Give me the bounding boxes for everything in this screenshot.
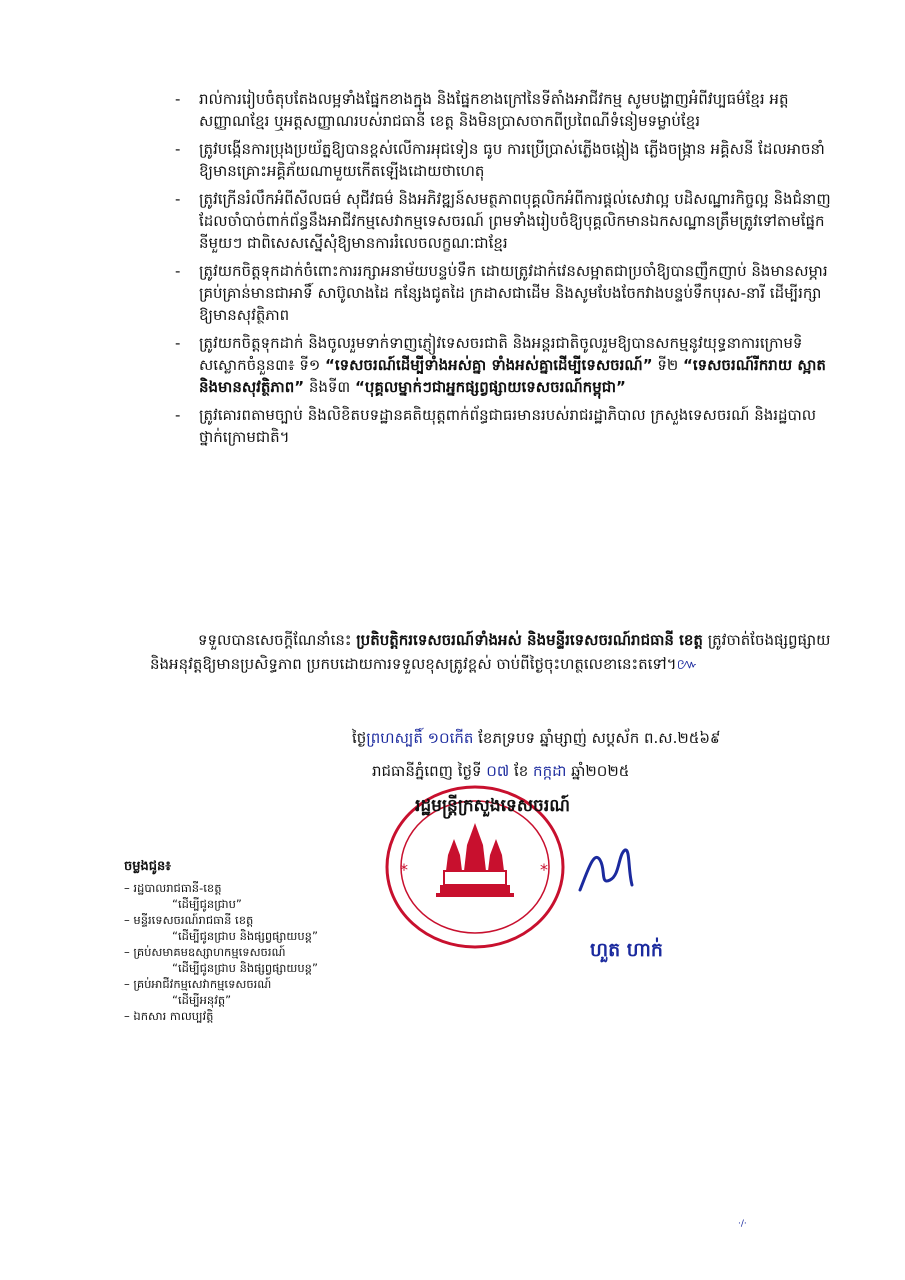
list-item <box>175 404 835 448</box>
cc-entry <box>124 880 318 912</box>
handwritten-signature-icon <box>570 840 640 900</box>
closing-rest: ត្រូវចាត់ចែងផ្សព្វផ្សាយ និងអនុវត្តឱ្យមានប្រសិទ្ធភាព ប្រកបដោយការទទួលខុសត្រូវខ្ពស់ ចាប់ពីថ្ងៃចុះហត្ថលេខានេះតទៅ។ <box>150 631 831 673</box>
solar-date-month-label: ខែ <box>509 762 534 780</box>
list-item <box>175 88 835 132</box>
cc-recipient: – ឯកសារ កាលប្បវត្តិ <box>124 1009 214 1023</box>
cc-entry <box>124 976 318 1008</box>
solar-date-month: កក្កដា <box>533 762 567 780</box>
cc-recipient: – រដ្ឋបាលរាជធានី-ខេត្ត <box>124 881 222 895</box>
bullet-dash: - <box>175 140 181 158</box>
lunar-date-label: ថ្ងៃ <box>352 729 367 747</box>
bullet-text: ទី២ <box>652 356 683 374</box>
closing-lead: ទទួលបានសេចក្តីណែនាំនេះ <box>198 631 357 649</box>
cc-purpose: “ដើម្បីអនុវត្ត” <box>172 993 232 1007</box>
bullet-dash: - <box>175 190 181 208</box>
bullet-text: ត្រូវក្រើនរំលឹកអំពីសីលធម៌ សុជីវធម៌ និងអភិវឌ្ឍន៍សមត្ថភាពបុគ្គលិកអំពីការផ្តល់សេវាល្អ បដិសណ្ឋារកិច្ចល្អ និងជំនាញដែលចាំបាច់ពាក់ព័ន្ធនឹងអាជីវកម្មសេវាកម្មទេសចរណ៍ ព្រមទាំងរៀបចំឱ្យបុគ្គលិកមានឯកសណ្ឋានត្រឹមត្រូវទៅតាមផ្នែកនីមួយៗ ជាពិសេសស្នើសុំឱ្យមានការរំលេចលក្ខណៈជាខ្មែរ <box>199 190 831 252</box>
cc-heading: ចម្លងជូន៖ <box>124 859 171 874</box>
lunar-date-rest: ខែភទ្របទ ឆ្នាំម្សាញ់ សប្តស័ក ព.ស.២៥៦៩ <box>473 729 721 747</box>
instruction-list <box>175 88 835 454</box>
bullet-dash: - <box>175 334 181 352</box>
bullet-text: និងទី៣ <box>304 378 355 396</box>
cc-recipient: – មន្ទីរទេសចរណ៍រាជធានី ខេត្ត <box>124 913 254 927</box>
cc-list <box>124 880 318 1024</box>
seal-star-icon: * <box>400 860 408 879</box>
closing-mark: ៚ <box>676 655 698 673</box>
cc-purpose: “ដើម្បីជូនជ្រាប និងផ្សព្វផ្សាយបន្ត” <box>172 929 318 943</box>
solar-date-day: ០៧ <box>486 762 510 780</box>
bullet-dash: - <box>175 90 181 108</box>
seal-star-icon: * <box>540 860 548 879</box>
list-item <box>175 138 835 182</box>
angkor-emblem-icon <box>436 823 514 897</box>
list-item-campaign <box>175 332 835 398</box>
solar-date-label: រាជធានីភ្នំពេញ ថ្ងៃទី <box>372 762 487 780</box>
signatory-name: ហួត ហាក់ <box>590 939 663 961</box>
bullet-dash: - <box>175 262 181 280</box>
bullet-text: ត្រូវយកចិត្តទុកដាក់ចំពោះការរក្សាអនាម័យបន្ទប់ទឹក ដោយត្រូវដាក់វេនសម្អាតជាប្រចាំឱ្យបានញឹកញាប់ និងមានសម្ភារគ្រប់គ្រាន់មានជាអាទិ៍ សាប៊ូលាងដៃ កន្សែងជូតដៃ ក្រដាសជាដើម និងសូមបែងចែកវាងបន្ទប់ទឹកបុរស-នារី ដើម្បីរក្សាឱ្យមានសុវត្ថិភាព <box>199 262 828 324</box>
bullet-text: ត្រូវបង្កើនការប្រុងប្រយ័ត្នឱ្យបានខ្ពស់លើការអុជទៀន ធូប ការប្រើប្រាស់ភ្លើងចង្កៀង ភ្លើងចង្ក្រាន អគ្គិសនី ដែលអាចនាំឱ្យមានគ្រោះអគ្គិភ័យណាមួយកើតឡើងដោយថាហេតុ <box>199 140 825 180</box>
signatory-title: រដ្ឋមន្ត្រីក្រសួងទេសចរណ៍ <box>415 796 570 816</box>
slogan-1: “ទេសចរណ៍ដើម្បីទាំងអស់គ្នា ទាំងអស់គ្នាដើម្បីទេសចរណ៍” <box>325 356 653 374</box>
cc-recipient: – គ្រប់អាជីវកម្មសេវាកម្មទេសចរណ៍ <box>124 977 272 991</box>
bullet-text: ត្រូវយកចិត្តទុកដាក់ និងចូលរួមទាក់ទាញភ្ញៀវទេសចរជាតិ និងអន្តរជាតិចូលរួមឱ្យបានសកម្មនូវយុទ្ធនាការក្រោមទិសស្លោកចំនួន៣៖ ទី១ <box>199 334 803 374</box>
list-item <box>175 260 835 326</box>
slogan-3: “បុគ្គលម្នាក់ៗជាអ្នកផ្សព្វផ្សាយទេសចរណ៍កម្ពុជា” <box>355 378 626 396</box>
closing-addressees: ប្រតិបត្តិករទេសចរណ៍ទាំងអស់ និងមន្ទីរទេសចរណ៍រាជធានី ខេត្ត <box>356 631 703 649</box>
solar-date-year: ឆ្នាំ២០២៥ <box>566 762 630 780</box>
bullet-text: ត្រូវគោរពតាមច្បាប់ និងលិខិតបទដ្ឋានគតិយុត្តពាក់ព័ន្ធជាធរមានរបស់រាជរដ្ឋាភិបាល ក្រសួងទេសចរណ៍ និងរដ្ឋបាលថ្នាក់ក្រោមជាតិ។ <box>199 406 817 446</box>
closing-paragraph <box>150 628 840 676</box>
cc-purpose: “ដើម្បីជូនជ្រាប និងផ្សព្វផ្សាយបន្ត” <box>172 961 318 975</box>
lunar-date <box>352 727 832 749</box>
list-item <box>175 188 835 254</box>
cc-recipient: – គ្រប់សមាគមឧស្សាហកម្មទេសចរណ៍ <box>124 945 286 959</box>
cc-entry <box>124 944 318 976</box>
cc-purpose: “ដើម្បីជូនជ្រាប” <box>172 897 242 911</box>
bullet-dash: - <box>175 406 181 424</box>
cc-entry <box>124 1008 318 1024</box>
footer-mark: ·/· <box>738 1219 747 1229</box>
slogan-2: “ទេសចរណ៍រីករាយ ស្អាត និងមានសុវត្ថិភាព” <box>199 356 826 396</box>
bullet-text: រាល់ការរៀបចំតុបតែងលម្អទាំងផ្នែកខាងក្នុង និងផ្នែកខាងក្រៅនៃទីតាំងអាជីវកម្ម សូមបង្ហាញអំពីវប្បធម៌ខ្មែរ អត្តសញ្ញាណខ្មែរ ឬអត្តសញ្ញាណរបស់រាជធានី ខេត្ត និងមិនប្រាសចាកពីប្រពៃណីទំនៀមទម្លាប់ខ្មែរ <box>199 90 789 130</box>
lunar-date-handwritten: ព្រហស្បតិ៍ ១០កើត <box>366 729 474 747</box>
cc-entry <box>124 912 318 944</box>
